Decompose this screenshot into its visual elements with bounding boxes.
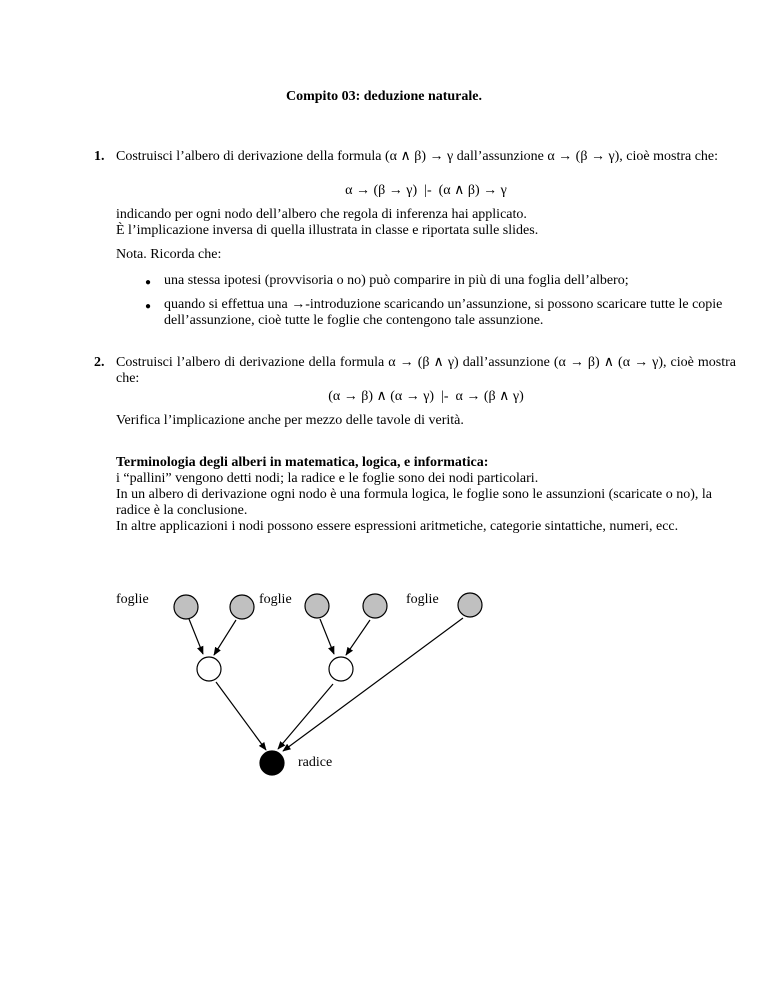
terminology-heading: Terminologia degli alberi in matematica, logica, e informatica: [116, 455, 489, 470]
exercise-1-instruction: indicando per ogni nodo dell’albero che regola di inferenza hai applicato. [116, 207, 527, 222]
root-label: radice [298, 755, 333, 770]
exercise-1-note-label: Nota. Ricorda che: [116, 247, 222, 262]
leaf-label: foglie [406, 592, 439, 607]
exercise-2-text: Costruisci l’albero di derivazione della formula α → (β ∧ γ) dall’assunzione (α → β) ∧ (α → γ), cioè mostra che: [116, 355, 736, 386]
exercise-1-text: Costruisci l’albero di derivazione della formula (α ∧ β) → γ dall’assunzione α → (β → γ), cioè mostra che: [116, 149, 719, 164]
internal-node [329, 657, 353, 681]
leaf-node [174, 595, 198, 619]
leaf-label: foglie [116, 592, 149, 607]
root-node [260, 751, 284, 775]
exercise-2-verify: Verifica l’implicazione anche per mezzo delle tavole di verità. [116, 413, 464, 428]
leaf-node [305, 594, 329, 618]
tree-edge [189, 619, 203, 654]
tree-edge [320, 619, 334, 654]
terminology-line: In altre applicazioni i nodi possono essere espressioni aritmetiche, categorie sintattiche, numeri, ecc. [116, 519, 679, 534]
bullet-icon: ● [145, 301, 152, 312]
exercise-2-number: 2. [94, 355, 105, 370]
tree-edge [346, 620, 370, 655]
bullet-text: una stessa ipotesi (provvisoria o no) può comparire in più di una foglia dell’albero; [164, 273, 629, 288]
leaf-label: foglie [259, 592, 292, 607]
page-title: Compito 03: deduzione naturale. [286, 89, 482, 104]
bullet-icon: ● [145, 277, 152, 288]
leaf-node [230, 595, 254, 619]
leaf-node [363, 594, 387, 618]
bullet-text: quando si effettua una →-introduzione scaricando un’assunzione, si possono scaricare tutte le copie dell’assunzione, cioè tutte le foglie che contengono tale assunzione. [164, 297, 723, 328]
exercise-1-number: 1. [94, 149, 105, 164]
exercise-1-inverse-note: È l’implicazione inversa di quella illustrata in classe e riportata sulle slides. [116, 223, 539, 238]
tree-edge [214, 620, 236, 655]
exercise-1-formula: α → (β → γ) |- (α ∧ β) → γ [345, 183, 507, 198]
terminology-line: i “pallini” vengono detti nodi; la radice e le foglie sono dei nodi particolari. [116, 471, 539, 486]
leaf-node [458, 593, 482, 617]
tree-edge [216, 682, 266, 750]
terminology-line: In un albero di derivazione ogni nodo è una formula logica, le foglie sono le assunzioni (scaricate o no), la radice è la conclusione. [116, 487, 712, 518]
tree-edge [278, 684, 333, 749]
exercise-2-formula: (α → β) ∧ (α → γ) |- α → (β ∧ γ) [328, 389, 524, 404]
tree-edge [283, 618, 463, 751]
internal-node [197, 657, 221, 681]
